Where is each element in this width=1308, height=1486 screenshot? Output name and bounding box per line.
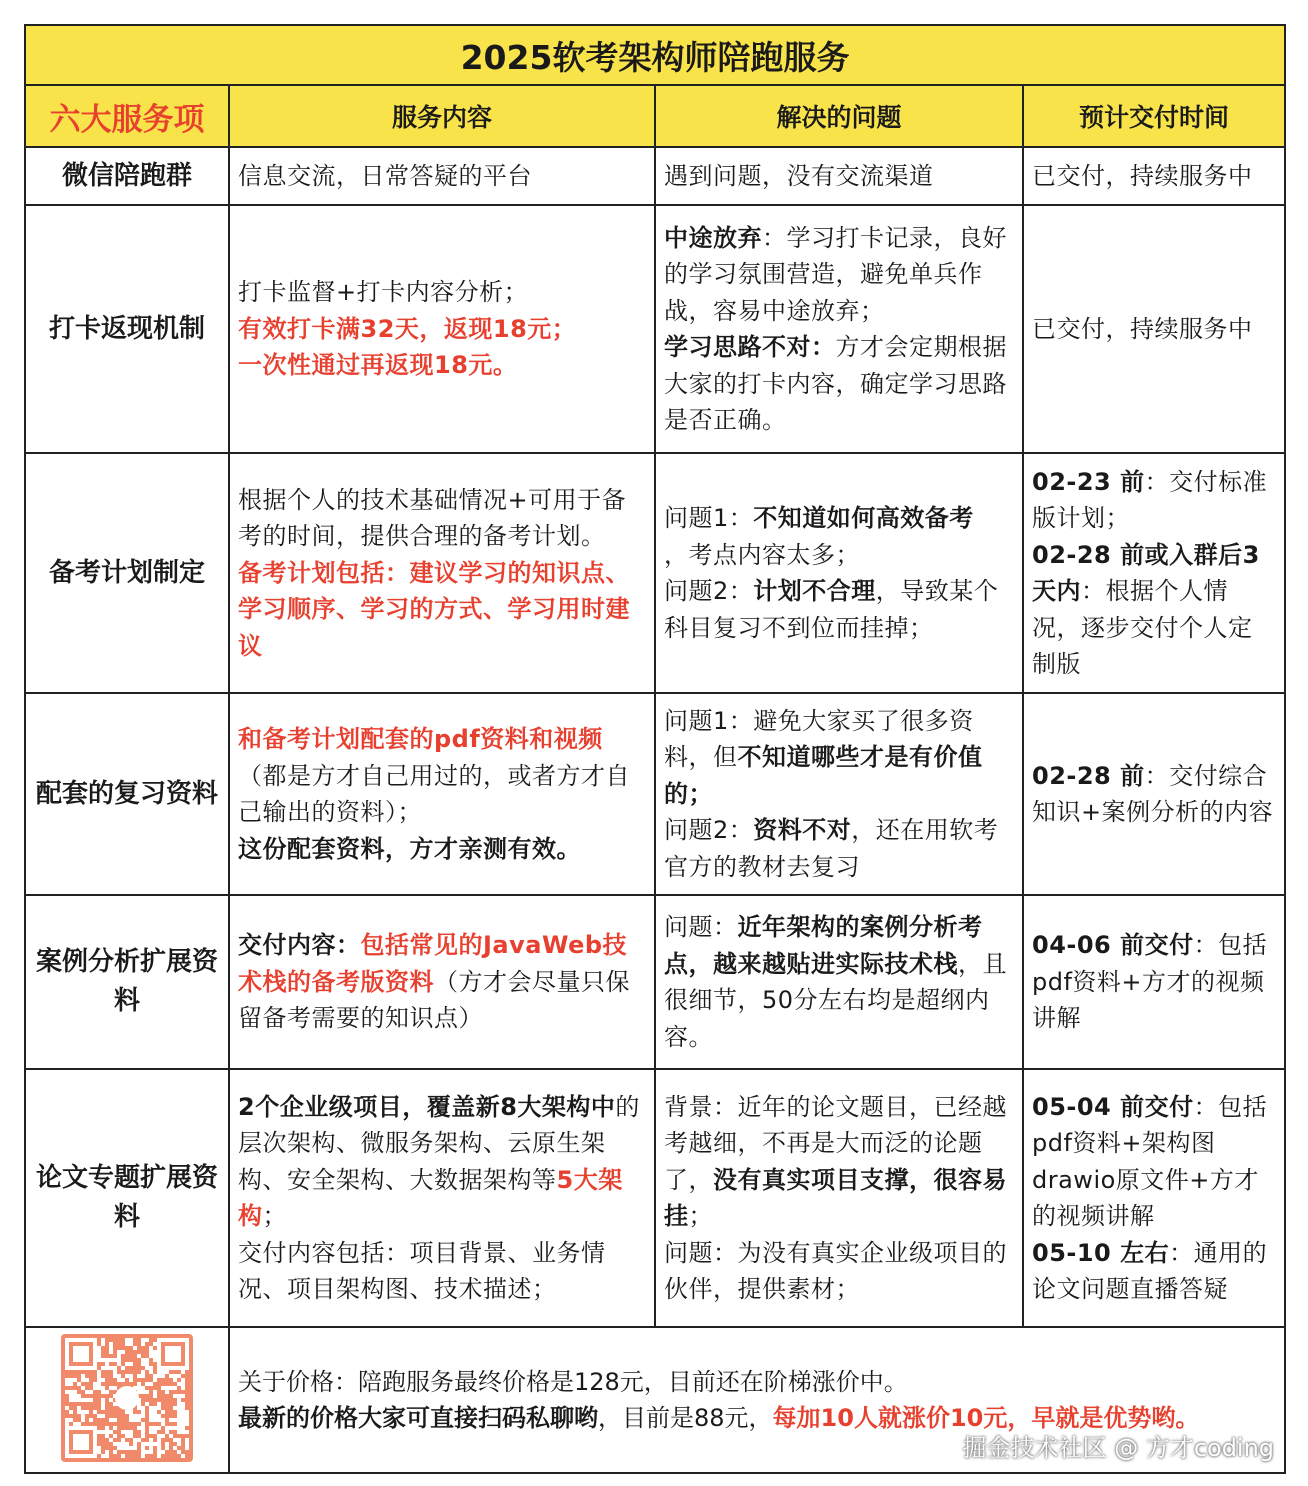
row-problem-cell xyxy=(655,895,1023,1069)
row-service-name: 论文专题扩展资料 xyxy=(25,1069,229,1327)
text-segment: 学习思路不对： xyxy=(664,333,836,361)
text-segment: ：交付标准版计划； xyxy=(1032,467,1268,532)
text-segment: ； xyxy=(262,1202,287,1230)
text-segment: （方才会尽量只保留备考需要的知识点） xyxy=(238,967,630,1033)
text-segment: 备考计划包括：建议学习的知识点、学习顺序、学习的方式、学习用时建议 xyxy=(238,558,630,660)
row-service-name: 打卡返现机制 xyxy=(25,205,229,453)
row-problem-cell xyxy=(655,147,1023,205)
text-segment: ：包括pdf资料+方才的视频讲解 xyxy=(1032,931,1268,1033)
row-service-name: 配套的复习资料 xyxy=(25,693,229,895)
row-time-cell xyxy=(1023,453,1285,693)
text-segment: 没有真实项目支撑，很容易挂 xyxy=(664,1165,1007,1230)
service-table xyxy=(24,24,1286,1474)
row-problem-cell xyxy=(655,205,1023,453)
text-segment: 的层次架构、微服务架构、云原生架构、安全架构、大数据架构等 xyxy=(238,1092,640,1194)
row-time-cell xyxy=(1023,205,1285,453)
text-segment: 不知道哪些才是有价值的； xyxy=(664,743,983,808)
row-problem-cell xyxy=(655,693,1023,895)
text-segment: 近年架构的案例分析考点，越来越贴进实际技术栈 xyxy=(664,913,983,978)
wechat-qr-code-icon[interactable] xyxy=(61,1334,193,1462)
text-segment: 资料不对 xyxy=(753,816,852,845)
text-segment: ：根据个人情况，逐步交付个人定制版 xyxy=(1032,577,1253,678)
table-row xyxy=(25,147,1285,205)
header-service-item: 六大服务项 xyxy=(25,85,229,147)
text-segment: 02-28 前 xyxy=(1032,761,1145,790)
text-segment: 打卡监督+打卡内容分析； xyxy=(238,278,529,307)
row-service-name: 案例分析扩展资料 xyxy=(25,895,229,1069)
price-contact-text: 最新的价格大家可直接扫码私聊哟 xyxy=(238,1404,598,1432)
text-segment: 和备考计划配套的pdf资料和视频 xyxy=(238,725,603,753)
header-row xyxy=(25,85,1285,147)
table-row xyxy=(25,693,1285,895)
text-segment: 一次性通过再返现18元。 xyxy=(238,351,518,380)
text-segment: 问题2： xyxy=(664,816,754,845)
table-row xyxy=(25,205,1285,453)
row-service-name: 微信陪跑群 xyxy=(25,147,229,205)
qr-code-cell xyxy=(25,1327,229,1473)
text-segment: 背景：近年的论文题目，已经越考越细，不再是大而泛的论题了， xyxy=(664,1092,1007,1194)
text-segment: 02-28 前或入群后3天内 xyxy=(1032,540,1260,605)
watermark: 掘金技术社区 @ 方才coding xyxy=(962,1434,1275,1462)
text-segment: 已交付，持续服务中 xyxy=(1032,314,1253,343)
row-time-cell xyxy=(1023,147,1285,205)
row-content-cell xyxy=(229,693,655,895)
text-segment: 信息交流，日常答疑的平台 xyxy=(238,161,532,190)
row-problem-cell xyxy=(655,453,1023,693)
text-segment: 问题1：避免大家买了很多资料，但 xyxy=(664,706,974,772)
row-time-cell xyxy=(1023,693,1285,895)
text-segment: ：包括pdf资料+架构图drawio原文件+方才的视频讲解 xyxy=(1032,1092,1268,1230)
text-segment: ，且很细节，50分左右均是超纲内容。 xyxy=(664,949,1007,1051)
text-segment: 2个企业级项目，覆盖新8大架构中 xyxy=(238,1092,616,1121)
text-segment: ，考点内容太多； xyxy=(664,540,860,569)
text-segment: ：通用的论文问题直播答疑 xyxy=(1032,1238,1268,1303)
text-segment: 包括常见的JavaWeb技术栈的备考版资料 xyxy=(238,931,628,996)
row-content-cell xyxy=(229,1069,655,1327)
row-content-cell xyxy=(229,205,655,453)
table-row xyxy=(25,1069,1285,1327)
text-segment: 05-04 前交付 xyxy=(1032,1092,1194,1121)
text-segment: 问题：为没有真实企业级项目的伙伴，提供素材； xyxy=(664,1238,1007,1303)
text-segment: ：学习打卡记录，良好的学习氛围营造，避免单兵作战，容易中途放弃； xyxy=(664,223,1007,325)
text-segment: （都是方才自己用过的，或者方才自己输出的资料）； xyxy=(238,761,630,826)
text-segment: 05-10 左右 xyxy=(1032,1238,1170,1267)
text-segment: ，导致某个科目复习不到位而挂掉； xyxy=(664,577,999,642)
text-segment: 中途放弃 xyxy=(664,223,762,252)
service-table-container xyxy=(24,24,1284,1474)
page-title: 2025软考架构师陪跑服务 xyxy=(25,25,1285,85)
text-segment: 已交付，持续服务中 xyxy=(1032,161,1253,190)
text-segment: ； xyxy=(688,1202,713,1230)
row-time-cell xyxy=(1023,1069,1285,1327)
header-service-content: 服务内容 xyxy=(229,85,655,147)
text-segment: 5大架构 xyxy=(238,1165,623,1230)
text-segment: 不知道如何高效备考 xyxy=(753,504,974,532)
text-segment: 有效打卡满32天，返现18元； xyxy=(238,314,577,343)
table-row xyxy=(25,453,1285,693)
row-content-cell xyxy=(229,895,655,1069)
price-current-text: ，目前是88元， xyxy=(598,1404,773,1432)
table-row xyxy=(25,895,1285,1069)
price-line-1: 关于价格：陪跑服务最终价格是128元，目前还在阶梯涨价中。 xyxy=(238,1368,908,1396)
text-segment: 交付内容包括：项目背景、业务情况、项目架构图、技术描述； xyxy=(238,1238,606,1303)
text-segment: 交付内容： xyxy=(238,931,361,960)
text-segment: 计划不合理 xyxy=(753,577,876,605)
text-segment: 方才会定期根据大家的打卡内容，确定学习思路是否正确。 xyxy=(664,333,1007,434)
text-segment: 问题： xyxy=(664,913,738,941)
row-time-cell xyxy=(1023,895,1285,1069)
price-increase-text: 每加10人就涨价10元，早就是优势哟。 xyxy=(772,1404,1200,1432)
row-service-name: 备考计划制定 xyxy=(25,453,229,693)
row-content-cell xyxy=(229,453,655,693)
text-segment: ：交付综合知识+案例分析的内容 xyxy=(1032,761,1274,826)
text-segment: 这份配套资料，方才亲测有效。 xyxy=(238,834,581,863)
text-segment: ，还在用软考官方的教材去复习 xyxy=(664,816,999,881)
header-problem-solved: 解决的问题 xyxy=(655,85,1023,147)
text-segment: 遇到问题，没有交流渠道 xyxy=(664,161,934,190)
header-delivery-time: 预计交付时间 xyxy=(1023,85,1285,147)
table-body xyxy=(25,147,1285,1327)
row-problem-cell xyxy=(655,1069,1023,1327)
text-segment: 02-23 前 xyxy=(1032,467,1145,496)
text-segment: 根据个人的技术基础情况+可用于备考的时间，提供合理的备考计划。 xyxy=(238,485,627,551)
text-segment: 问题2： xyxy=(664,577,754,605)
text-segment: 问题1： xyxy=(664,504,754,532)
row-content-cell xyxy=(229,147,655,205)
price-info xyxy=(229,1327,1285,1473)
footer-row xyxy=(25,1327,1285,1473)
text-segment: 04-06 前交付 xyxy=(1032,931,1194,960)
